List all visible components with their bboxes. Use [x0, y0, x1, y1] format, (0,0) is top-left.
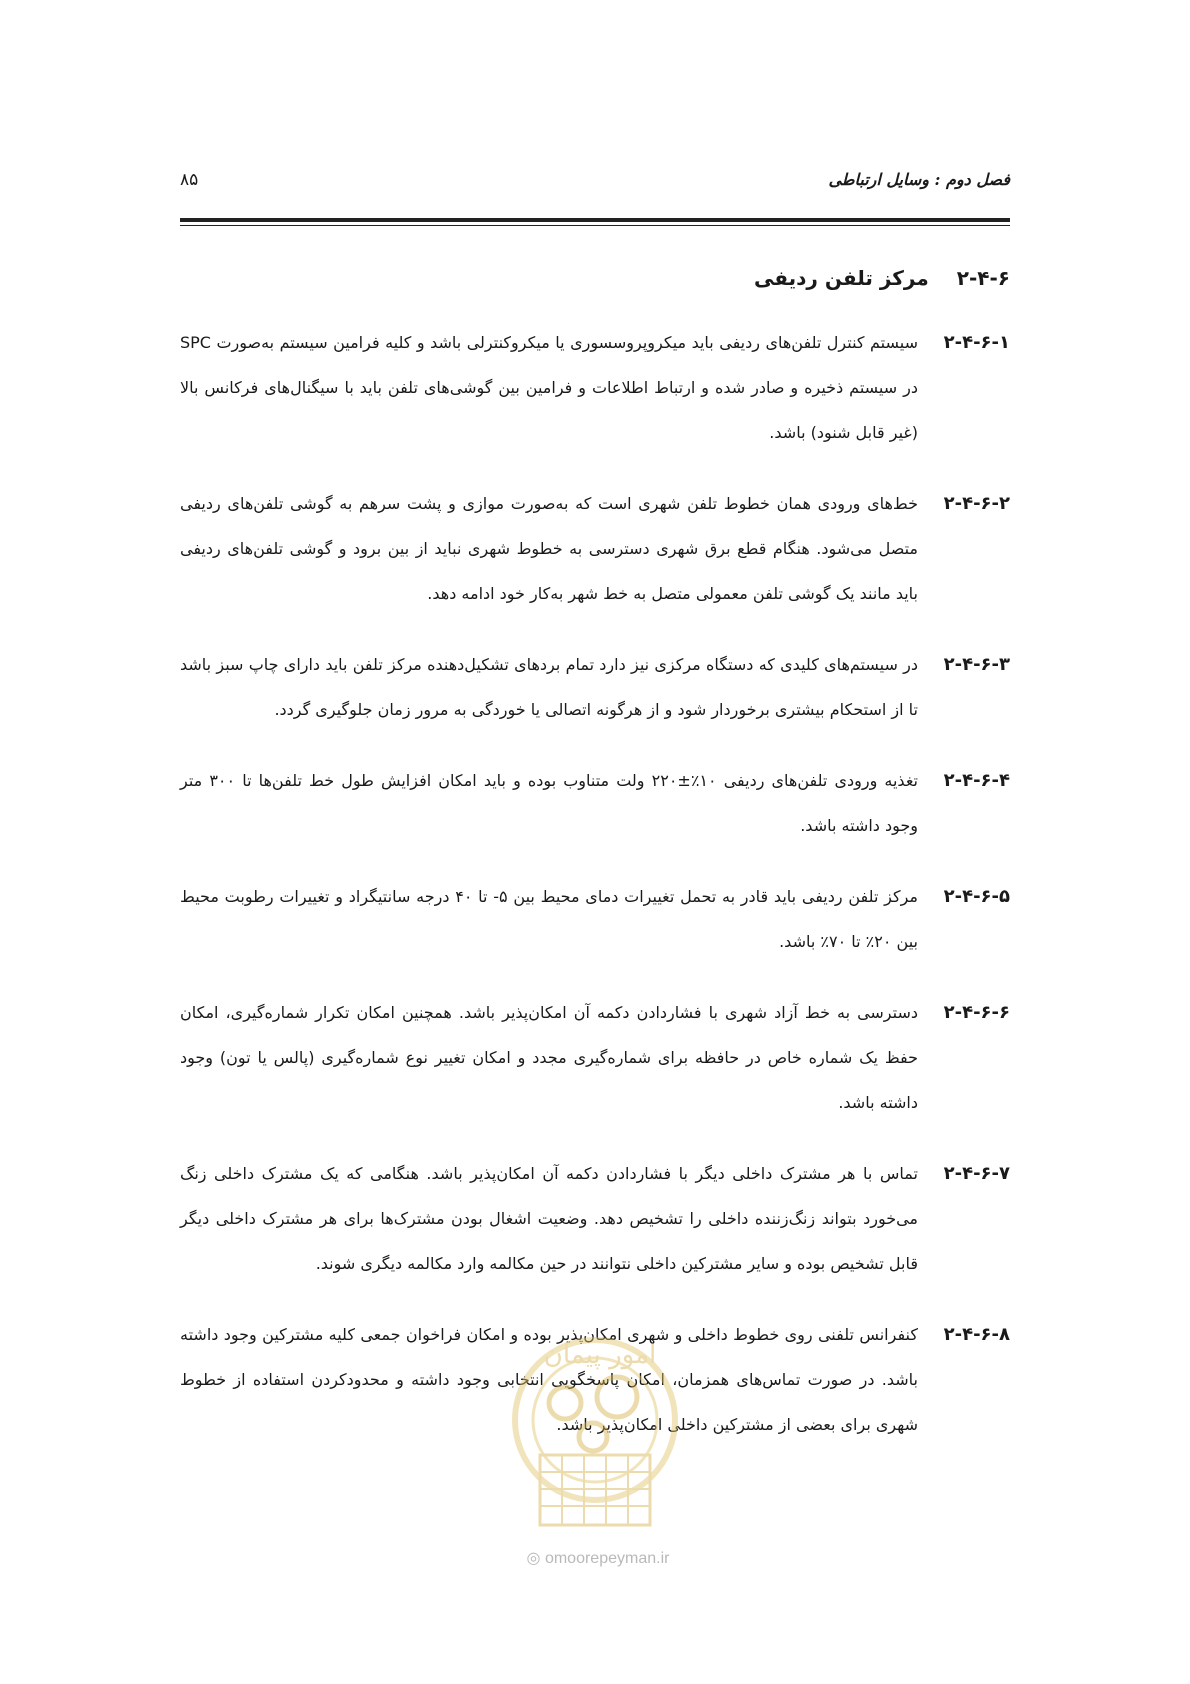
clause: [180, 758, 1010, 848]
clause-number: ۲-۴-۶-۳: [943, 654, 1010, 675]
watermark-site: [498, 1548, 698, 1568]
page-number: ۸۵: [180, 170, 199, 190]
clause: [180, 320, 1010, 455]
clause-number: ۲-۴-۶-۸: [943, 1324, 1010, 1345]
clause-text: دسترسی به خط آزاد شهری با فشاردادن دکمه آن امکان‌پذیر باشد. همچنین امکان تکرار شماره‌گیری، امکان حفظ یک شماره خاص در حافظه برای شماره‌گیری مجدد و امکان تغییر نوع شماره‌گیری (پالس یا تون) وجود داشته باشد.: [180, 1003, 918, 1112]
clause: [180, 1312, 1010, 1447]
section-title: مرکز تلفن ردیفی: [753, 266, 929, 290]
watermark-site-text: omoorepeyman.ir: [544, 1550, 670, 1567]
clause-text: خط‌های ورودی همان خطوط تلفن شهری است که به‌صورت موازی و پشت سرهم به گوشی تلفن‌های ردیفی متصل می‌شود. هنگام قطع برق شهری دسترسی به خطوط شهری نباید از بین برود و گوشی تلفن‌های ردیفی باید مانند یک گوشی تلفن معمولی متصل به خط شهر به‌کار خود ادامه دهد.: [180, 494, 918, 603]
watermark-logo-text: امور پیمان: [543, 1340, 657, 1370]
page-content: [180, 170, 1010, 1473]
section-heading: [180, 266, 1010, 290]
clause-text: مرکز تلفن ردیفی باید قادر به تحمل تغییرات دمای محیط بین ۵- تا ۴۰ درجه سانتیگراد و تغییرات رطوبت محیط بین ۲۰٪ تا ۷۰٪ باشد.: [180, 887, 918, 951]
watermark-globe-icon: ◎: [526, 1550, 541, 1567]
clause-text: کنفرانس تلفنی روی خطوط داخلی و شهری امکان‌پذیر بوده و امکان فراخوان جمعی کلیه مشترکین وجود داشته باشد. در صورت تماس‌های همزمان، امکان پاسخگویی انتخابی وجود داشته و محدودکردن استفاده از خطوط شهری برای بعضی از مشترکین داخلی امکان‌پذیر باشد.: [180, 1325, 918, 1434]
clause: [180, 642, 1010, 732]
running-header: [180, 170, 1010, 214]
clause-text: تغذیه ورودی تلفن‌های ردیفی ۱۰٪±۲۲۰ ولت متناوب بوده و باید امکان افزایش طول خط تلفن‌ها تا ۳۰۰ متر وجود داشته باشد.: [180, 771, 919, 835]
clause-text: در سیستم‌های کلیدی که دستگاه مرکزی نیز دارد تمام بردهای تشکیل‌دهنده مرکز تلفن باید دارای چاپ سبز باشد تا از استحکام بیشتری برخوردار شود و از هرگونه اتصالی یا خوردگی به مرور زمان جلوگیری گردد.: [180, 655, 918, 719]
clause-text: تماس با هر مشترک داخلی دیگر با فشاردادن دکمه آن امکان‌پذیر باشد. هنگامی که یک مشترک داخلی زنگ می‌خورد بتواند زنگ‌زننده داخلی را تشخیص دهد. وضعیت اشغال بودن مشترک‌ها برای هر مشترک داخلی دیگر قابل تشخیص بوده و سایر مشترکین داخلی نتوانند در حین مکالمه وارد مکالمه دیگری شوند.: [180, 1164, 918, 1273]
clause-number: ۲-۴-۶-۱: [943, 332, 1010, 353]
clause: [180, 1151, 1010, 1286]
clause-text: سیستم کنترل تلفن‌های ردیفی باید میکروپروسسوری یا میکروکنترلی باشد و کلیه فرامین سیستم به‌صورت SPC در سیستم ذخیره و صادر شده و ارتباط اطلاعات و فرامین بین گوشی‌های تلفن باید با سیگنال‌های فرکانس بالا (غیر قابل شنود) باشد.: [180, 333, 918, 442]
clause-number: ۲-۴-۶-۵: [943, 886, 1010, 907]
clause: [180, 990, 1010, 1125]
clause-number: ۲-۴-۶-۴: [943, 770, 1010, 791]
section-number: ۲-۴-۶: [956, 266, 1010, 290]
header-rule: [180, 218, 1010, 222]
clause-number: ۲-۴-۶-۶: [943, 1002, 1010, 1023]
clause: [180, 481, 1010, 616]
clause-number: ۲-۴-۶-۲: [943, 493, 1010, 514]
clause-number: ۲-۴-۶-۷: [943, 1163, 1010, 1184]
chapter-title: فصل دوم : وسایل ارتباطی: [828, 170, 1010, 189]
clause: [180, 874, 1010, 964]
header-rule-thin: [180, 225, 1010, 226]
